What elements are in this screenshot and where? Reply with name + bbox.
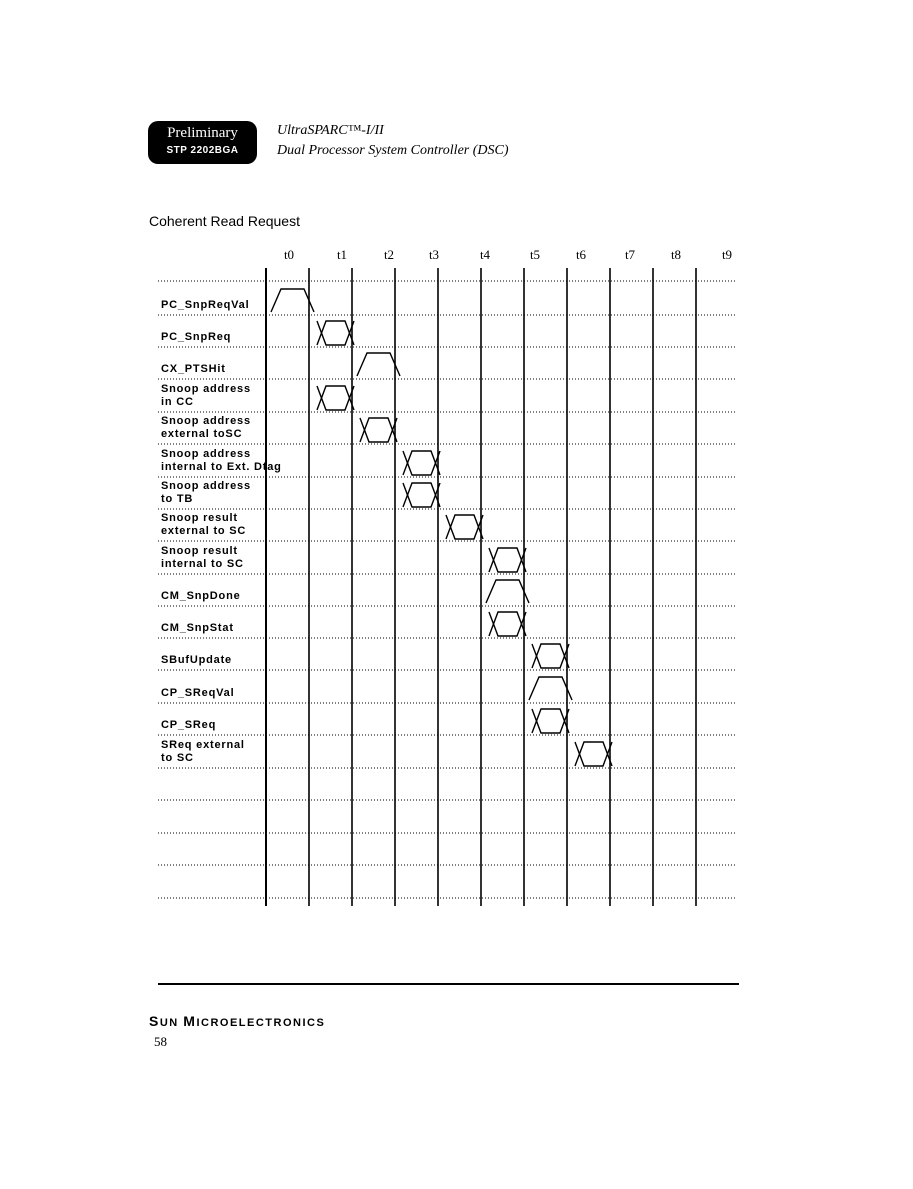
time-label-t3: t3 [428,247,440,262]
signal-label-snoop-address-in-cc: in CC [161,396,194,408]
badge-status: Preliminary [167,125,238,141]
footer-rule [158,983,739,985]
signal-label-snoop-address-internal-to-ext-dtag: Snoop address [161,448,251,460]
bus-upper-snoop-result-internal-to-sc [489,548,526,572]
signal-label-pc-snpreq: PC_SnpReq [161,331,232,343]
document-title-line1: UltraSPARC™-I/II [277,123,384,138]
signal-label-cx-ptshit: CX_PTSHit [161,363,226,375]
bus-upper-snoop-address-internal-to-ext-dtag [403,451,440,475]
bus-lower-snoop-address-in-cc [317,386,354,410]
bus-lower-pc-snpreq [317,321,354,345]
signal-label-snoop-address-in-cc: Snoop address [161,383,251,395]
bus-lower-cm-snpstat [489,612,526,636]
bus-upper-cm-snpstat [489,612,526,636]
signal-label-snoop-address-to-tb: Snoop address [161,480,251,492]
pulse-pc-snpreqval [271,289,314,312]
signal-label-snoop-result-external-to-sc: Snoop result [161,512,238,524]
brand-part-un: UN [159,1017,184,1029]
brand-part-rest: ICROELECTRONICS [196,1017,326,1029]
section-title: Coherent Read Request [149,213,300,229]
bus-lower-cp-sreq [532,709,569,733]
time-label-t1: t1 [336,247,348,262]
signal-label-snoop-address-internal-to-ext-dtag: internal to Ext. Dtag [161,461,282,473]
bus-lower-snoop-address-to-tb [403,483,440,507]
signal-label-cp-sreqval: CP_SReqVal [161,687,235,699]
bus-upper-snoop-address-external-tosc [360,418,397,442]
signal-label-cp-sreq: CP_SReq [161,719,217,731]
pulse-cm-snpdone [486,580,529,603]
bus-lower-snoop-address-internal-to-ext-dtag [403,451,440,475]
bus-upper-pc-snpreq [317,321,354,345]
page-number: 58 [154,1034,167,1049]
signal-label-pc-snpreqval: PC_SnpReqVal [161,299,250,311]
bus-lower-snoop-result-external-to-sc [446,515,483,539]
pulse-cx-ptshit [357,353,400,376]
bus-lower-sreq-external-to-sc [575,742,612,766]
signal-label-snoop-result-internal-to-sc: Snoop result [161,545,238,557]
time-label-t8: t8 [670,247,682,262]
bus-lower-snoop-result-internal-to-sc [489,548,526,572]
bus-upper-sreq-external-to-sc [575,742,612,766]
time-label-t6: t6 [575,247,587,262]
time-label-t2: t2 [383,247,395,262]
bus-upper-sbufupdate [532,644,569,668]
bus-lower-snoop-address-external-tosc [360,418,397,442]
bus-upper-snoop-result-external-to-sc [446,515,483,539]
badge-part-number: STP 2202BGA [166,145,239,156]
signal-label-sreq-external-to-sc: SReq external [161,739,245,751]
time-label-t7: t7 [624,247,636,262]
footer-brand [149,1013,325,1029]
signal-label-snoop-result-external-to-sc: external to SC [161,525,247,537]
bus-lower-sbufupdate [532,644,569,668]
signal-label-cm-snpdone: CM_SnpDone [161,590,241,602]
time-label-t9: t9 [721,247,733,262]
signal-label-snoop-address-external-tosc: external toSC [161,428,243,440]
signal-label-sbufupdate: SBufUpdate [161,654,232,666]
bus-upper-cp-sreq [532,709,569,733]
signal-label-cm-snpstat: CM_SnpStat [161,622,234,634]
signal-label-snoop-address-to-tb: to TB [161,493,194,505]
document-title-line2: Dual Processor System Controller (DSC) [277,143,509,158]
brand-letter-m: M [183,1013,197,1029]
brand-letter-s: S [149,1013,160,1029]
bus-upper-snoop-address-to-tb [403,483,440,507]
signal-label-sreq-external-to-sc: to SC [161,752,194,764]
time-label-t5: t5 [529,247,541,262]
bus-upper-snoop-address-in-cc [317,386,354,410]
signal-label-snoop-result-internal-to-sc: internal to SC [161,558,244,570]
pulse-cp-sreqval [529,677,572,700]
time-label-t0: t0 [283,247,295,262]
time-label-t4: t4 [479,247,491,262]
signal-label-snoop-address-external-tosc: Snoop address [161,415,251,427]
